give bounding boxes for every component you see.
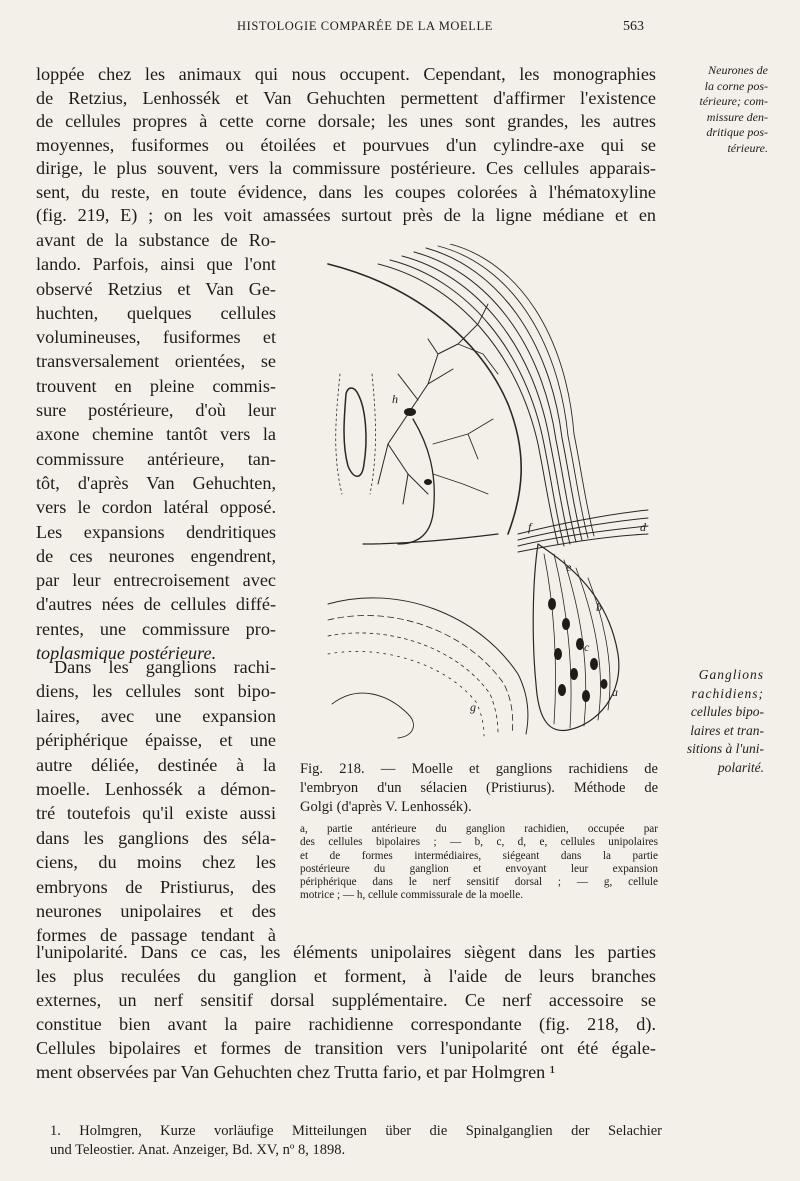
- text-line: lando. Parfois, ainsi que l'ont: [36, 254, 276, 275]
- caption-line: Golgi (d'après V. Lenhossék).: [300, 799, 472, 815]
- figure-caption: [300, 760, 658, 903]
- margin-note-line: Ganglions: [698, 667, 764, 682]
- text-line: avant de la substance de Ro-: [36, 230, 276, 250]
- caption-line: motrice ; — h, cellule commissurale de la moelle.: [300, 889, 524, 902]
- text-line: par leur entrecroisement avec: [36, 570, 276, 591]
- text-line: ment observées par Van Gehuchten chez Trutta fario, et par Holmgren ¹: [36, 1062, 556, 1082]
- text-line: moelle. Lenhossék a démon-: [36, 778, 276, 799]
- caption-title: [300, 760, 658, 817]
- text-line: sent, du reste, en toute évidence, dans les coupes colorées à l'hématoxyline: [36, 181, 656, 202]
- margin-note-ganglia: [676, 666, 764, 777]
- text-line: d'autres nées de cellules diffé-: [36, 594, 276, 615]
- text-line: vers le cordon latéral opposé.: [36, 497, 276, 518]
- text-line: embryons de Pristiurus, des: [36, 876, 276, 897]
- spinal-ganglion: [533, 544, 619, 731]
- caption-line: et de formes intermédiaires, siégeant dans la partie: [300, 849, 658, 862]
- bottom-paragraph: [36, 940, 656, 1084]
- text-line: laires, avec une expansion: [36, 705, 276, 726]
- spinal-cord-ganglion-drawing: [318, 244, 658, 744]
- top-paragraph: [36, 63, 656, 228]
- margin-note-line: sitions à l'uni-: [686, 741, 764, 756]
- margin-note-line: laires et tran-: [690, 722, 764, 738]
- margin-note-line: térieure.: [727, 140, 768, 155]
- figure-letter: e: [566, 560, 572, 574]
- text-line: trouvent en pleine commis-: [36, 375, 276, 396]
- text-line: huchten, quelques cellules: [36, 302, 276, 323]
- figure-letter: f: [528, 520, 532, 534]
- text-line: formes de passage tendant à: [36, 925, 276, 946]
- text-line: volumineuses, fusiformes et: [36, 327, 276, 348]
- margin-note-line: dritique pos-: [706, 125, 768, 139]
- text-line: sure postérieure, d'où leur: [36, 400, 276, 421]
- margin-note-neurons: [680, 63, 768, 156]
- text-line: transversalement orientées, se: [36, 351, 276, 372]
- text-line: axone chemine tantôt vers la: [36, 424, 276, 445]
- text-line: ciens, du moins chez les: [36, 852, 276, 873]
- text-line: Cellules bipolaires et formes de transition vers l'unipolarité ont été égale-: [36, 1038, 656, 1058]
- footnote: [50, 1122, 662, 1160]
- text-line: neurones unipolaires et des: [36, 900, 276, 921]
- text-line: tôt, d'après Van Gehuchten,: [36, 472, 276, 493]
- margin-note-line: la corne pos-: [704, 78, 768, 93]
- margin-note-line: missure den-: [706, 109, 768, 124]
- text-line: dirige, le plus souvent, vers la commissure postérieure. Ces cellules apparais-: [36, 158, 656, 178]
- page-number: 563: [623, 19, 644, 34]
- caption-line: périphérique dans le nerf sensitif dorsal ; — g, cellule: [300, 876, 658, 889]
- footnote-line: und Teleostier. Anat. Anzeiger, Bd. XV, nº 8, 1898.: [50, 1142, 346, 1158]
- text-line: dans les ganglions des séla-: [36, 827, 276, 848]
- text-line: diens, les cellules sont bipo-: [36, 681, 276, 702]
- text-line: de cellules propres à cette corne dorsale; les unes sont grandes, les autres: [36, 111, 656, 131]
- caption-line: Fig. 218. — Moelle et ganglions rachidiens de: [300, 761, 658, 777]
- text-line: l'unipolarité. Dans ce cas, les éléments unipolaires siègent dans les parties: [36, 942, 656, 962]
- text-line: constitue bien avant la paire rachidienne correspondante (fig. 218, d).: [36, 1014, 656, 1034]
- text-line: les plus reculées du ganglion et forment, à l'aide de leurs branches: [36, 966, 656, 986]
- figure-letter: h: [392, 392, 398, 406]
- caption-line: postérieure du ganglion et envoyant leur expansion: [300, 862, 658, 875]
- caption-line: l'embryon d'un sélacien (Pristiurus). Méthode de: [300, 780, 658, 796]
- margin-note-line: polarité.: [717, 759, 764, 775]
- text-line: loppée chez les animaux qui nous occupent. Cependant, les monographies: [36, 64, 656, 84]
- figure-letter: g: [470, 700, 476, 714]
- caption-line: des cellules bipolaires ; — b, c, d, e, cellules unipolaires: [300, 836, 658, 849]
- margin-note-line: cellules bipo-: [690, 704, 764, 719]
- caption-legend: [300, 823, 658, 903]
- text-line: toplasmique postérieure.: [36, 643, 217, 664]
- text-line: de ces neurones engendrent,: [36, 545, 276, 566]
- figure-letter: b: [596, 600, 602, 614]
- figure-letter: c: [584, 640, 590, 654]
- text-line: autre déliée, destinée à la: [36, 754, 276, 775]
- commissural-cell: [404, 408, 416, 416]
- left-column-paragraph: [36, 228, 276, 665]
- text-line: rentes, une commissure pro-: [36, 618, 276, 639]
- central-canal: [344, 388, 366, 476]
- ganglion-paragraph: [36, 655, 276, 948]
- text-line: observé Retzius et Van Ge-: [36, 278, 276, 299]
- text-line: externes, un nerf sensitif dorsal supplémentaire. Ce nerf accessoire se: [36, 990, 656, 1010]
- margin-note-line: térieure; com-: [699, 94, 768, 108]
- margin-note-line: rachidiens;: [691, 685, 764, 701]
- text-line: Dans les ganglions rachi-: [54, 657, 276, 677]
- text-line: périphérique épaisse, et une: [36, 730, 276, 751]
- text-line: tré toutefois qu'il existe aussi: [36, 803, 276, 824]
- text-line: Les expansions dendritiques: [36, 521, 276, 542]
- cord-contour: [328, 264, 521, 534]
- margin-note-line: Neurones de: [708, 63, 768, 77]
- figure-218-illustration: [318, 244, 658, 744]
- text-line: (fig. 219, E) ; on les voit amassées surtout près de la ligne médiane et en: [36, 205, 656, 225]
- figure-letter: d: [640, 520, 646, 534]
- running-title: HISTOLOGIE COMPARÉE DE LA MOELLE: [236, 19, 493, 33]
- figure-letter: a: [612, 685, 618, 699]
- text-line: moyennes, fusiformes ou étoilées et pourvues d'un cylindre-axe qui se: [36, 134, 656, 155]
- caption-line: a, partie antérieure du ganglion rachidien, occupée par: [300, 823, 658, 835]
- footnote-line: 1. Holmgren, Kurze vorläufige Mitteilungen über die Spinalganglien der Selachier: [50, 1123, 662, 1139]
- text-line: de Retzius, Lenhossék et Van Gehuchten permettent d'affirmer l'existence: [36, 87, 656, 108]
- text-line: commissure antérieure, tan-: [36, 448, 276, 469]
